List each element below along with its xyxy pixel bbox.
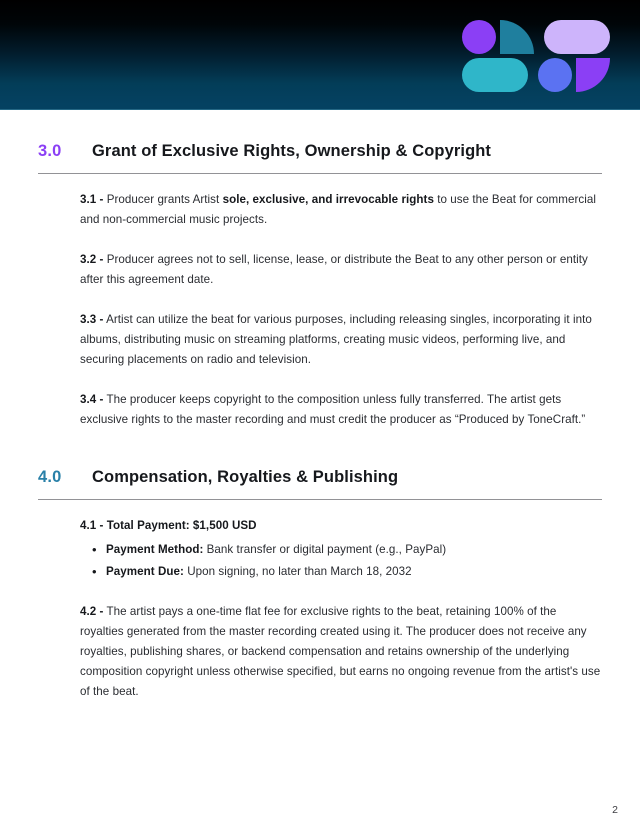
section-3-divider xyxy=(38,173,602,174)
logo-quarter-circle-teal-icon xyxy=(500,20,534,54)
clause-3-4-label: 3.4 - xyxy=(80,393,104,406)
clause-3-1-text-after: to use the Beat for commercial and non-commercial music projects. xyxy=(80,193,596,226)
logo-pill-teal-icon xyxy=(462,58,528,92)
payment-due-label: Payment Due: xyxy=(106,565,184,578)
payment-method-label: Payment Method: xyxy=(106,543,204,556)
logo-circle-purple-icon xyxy=(462,20,496,54)
clause-4-1-label: 4.1 - Total Payment: $1,500 USD xyxy=(80,519,257,532)
section-4-divider xyxy=(38,499,602,500)
header-banner xyxy=(0,0,640,110)
clause-3-3-label: 3.3 - xyxy=(80,313,104,326)
section-spacer xyxy=(38,430,602,468)
clause-3-1 xyxy=(80,190,602,230)
section-3-number: 3.0 xyxy=(38,142,62,160)
spacer-top xyxy=(38,110,602,142)
list-item-payment-method xyxy=(106,540,602,560)
clause-3-4 xyxy=(80,390,602,430)
page-number: 2 xyxy=(612,804,618,816)
clause-3-3 xyxy=(80,310,602,370)
clause-3-4-text: The producer keeps copyright to the composition unless fully transferred. The artist gets exclusive rights to the master recording and must credit the producer as “Produced by ToneCraft.” xyxy=(80,393,586,426)
section-4-content xyxy=(38,500,602,702)
clause-3-2 xyxy=(80,250,602,290)
logo-pill-lavender-icon xyxy=(544,20,610,54)
clause-4-2-label: 4.2 - xyxy=(80,605,104,618)
clause-3-2-label: 3.2 - xyxy=(80,253,104,266)
clause-3-3-text: Artist can utilize the beat for various purposes, including releasing singles, incorporating it into albums, distributing music on streaming platforms, creating music videos, performing live, and securing placements on radio and television. xyxy=(80,313,592,366)
clause-4-2 xyxy=(80,602,602,702)
section-4-number: 4.0 xyxy=(38,468,62,486)
section-4-title: Compensation, Royalties & Publishing xyxy=(92,468,399,486)
clause-3-2-text: Producer agrees not to sell, license, lease, or distribute the Beat to any other person or entity after this agreement date. xyxy=(80,253,588,286)
logo-row-bottom xyxy=(462,58,610,92)
list-item-payment-due xyxy=(106,562,602,582)
section-3 xyxy=(38,142,602,430)
clause-3-1-text-before: Producer grants Artist xyxy=(103,193,223,206)
payment-details-list xyxy=(80,540,602,582)
page-body xyxy=(0,110,640,702)
clause-3-1-label: 3.1 - xyxy=(80,193,104,206)
section-3-title: Grant of Exclusive Rights, Ownership & Copyright xyxy=(92,142,492,160)
brand-logo xyxy=(462,20,610,92)
logo-row-top xyxy=(462,20,610,54)
section-4 xyxy=(38,468,602,702)
clause-4-1 xyxy=(80,516,602,536)
payment-method-value: Bank transfer or digital payment (e.g., PayPal) xyxy=(203,543,447,556)
clause-4-2-text: The artist pays a one-time flat fee for exclusive rights to the beat, retaining 100% of the royalties generated from the master recording created using it. The producer does not receive any royalties, publishing shares, or backend compensation and retains ownership of the underlying composition copyright unless otherwise specified, but earns no ongoing revenue from the artist's use of the beat. xyxy=(80,605,601,698)
logo-circle-periwinkle-icon xyxy=(538,58,572,92)
section-3-header xyxy=(38,142,602,161)
clause-3-1-emphasis: sole, exclusive, and irrevocable rights xyxy=(222,193,434,206)
logo-quarter-circle-violet-icon xyxy=(576,58,610,92)
section-4-header xyxy=(38,468,602,487)
payment-due-value: Upon signing, no later than March 18, 2032 xyxy=(183,565,412,578)
section-3-content xyxy=(38,174,602,430)
